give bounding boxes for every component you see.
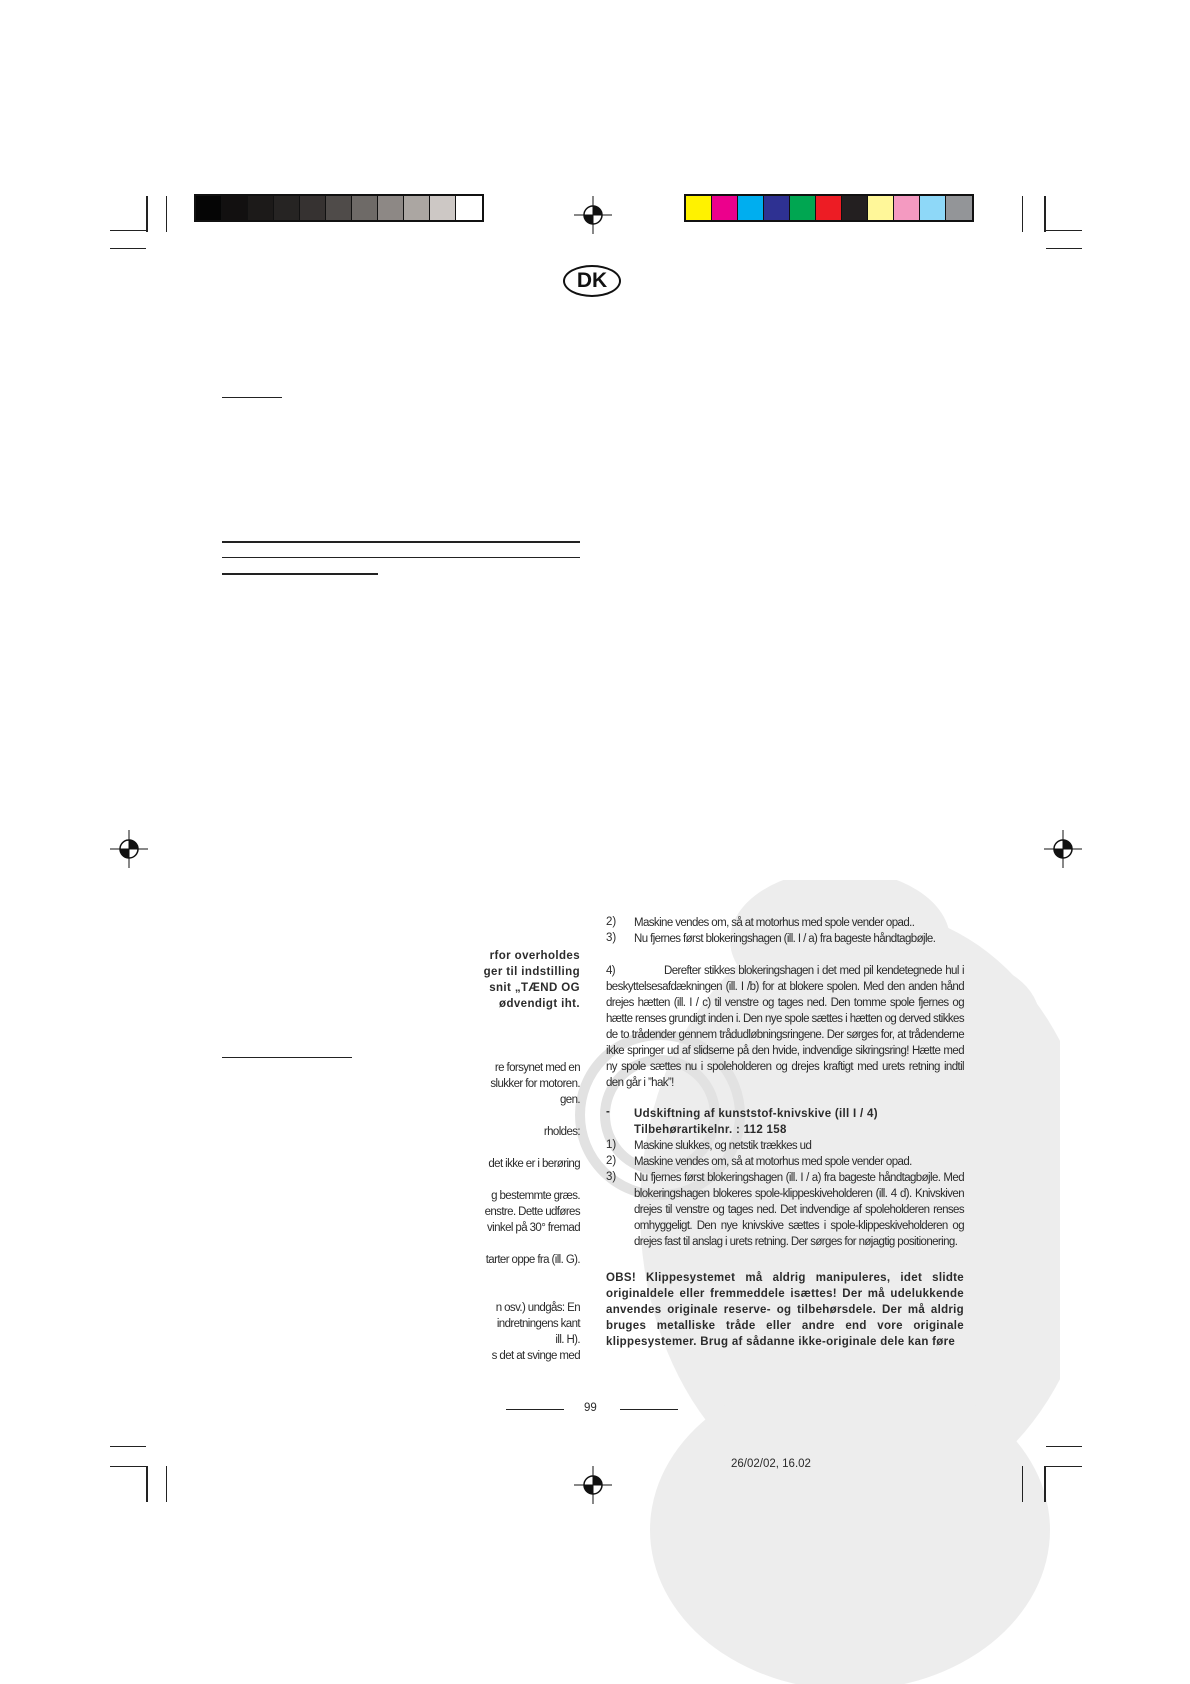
left-text-fragment: ill. H). [555,1334,580,1346]
color-swatch [894,196,920,220]
page-number: 99 [584,1402,597,1414]
crop-mark [1046,1446,1082,1447]
color-swatch [738,196,764,220]
step-number: 3) [606,932,617,944]
crop-mark [1046,230,1082,231]
crop-mark [1046,1466,1082,1467]
process-color-bar [684,194,974,222]
crop-mark [1022,1466,1023,1502]
crop-mark [110,248,146,249]
registration-mark-left [110,830,148,868]
divider-rule [222,1057,352,1058]
color-swatch [764,196,790,220]
crop-mark [166,196,167,232]
step-number: 3) [606,1171,617,1183]
crop-mark [146,196,148,232]
divider-rule [222,541,580,543]
left-text-fragment: enstre. Dette udføres [484,1206,580,1218]
section-dash: - [606,1106,611,1118]
color-swatch [326,196,352,220]
color-swatch [456,196,482,220]
crop-mark [1046,248,1082,249]
left-text-fragment: g bestemmte græs. [491,1190,580,1202]
left-text-fragment: ødvendigt iht. [499,998,580,1010]
warning-paragraph: OBS! Klippesystemet må aldrig manipuleres, idet slidte originaldele eller fremmeddele isættes! Der må udelukkende anvendes originale reserve- og tilbehørsdele. Der må aldrig bruges metalliske tråde eller andre end vore originale klippesystemer. Brug af sådanne ikke-originale dele kan føre [606,1272,964,1348]
color-swatch [816,196,842,220]
step-number: 4) [606,965,616,977]
left-text-fragment: tarter oppe fra (ill. G). [485,1254,580,1266]
color-swatch [842,196,868,220]
step-number: 1) [606,1139,617,1151]
left-text-fragment: gen. [560,1094,580,1106]
section-title: Udskiftning af kunststof-knivskive (ill I / 4) [634,1108,878,1120]
crop-mark [1044,1466,1046,1502]
left-text-fragment: indretningens kant [496,1318,580,1330]
step-number: 2) [606,916,617,928]
color-swatch [686,196,712,220]
color-swatch [222,196,248,220]
crop-mark [110,230,146,231]
step-text: Maskine vendes om, så at motorhus med spole vender opad. [634,1156,912,1168]
divider-rule [222,397,282,398]
grayscale-color-bar [194,194,484,222]
left-text-fragment: vinkel på 30° fremad [487,1222,580,1234]
color-swatch [352,196,378,220]
step-text: Maskine slukkes, og netstik trækkes ud [634,1140,812,1152]
crop-mark [1022,196,1023,232]
color-swatch [868,196,894,220]
crop-mark [146,1466,148,1502]
color-swatch [430,196,456,220]
step-number: 2) [606,1155,617,1167]
color-swatch [790,196,816,220]
step-text: Maskine vendes om, så at motorhus med spole vender opad.. [634,917,915,929]
registration-mark-top [574,196,612,234]
left-text-fragment: ger til indstilling [483,966,580,978]
color-swatch [920,196,946,220]
footer-rule-right [620,1409,678,1410]
step-text: Derefter stikkes blokeringshagen i det med pil kendetegnede hul i beskyttelsesafdækningen (ill. I /b) for at blokere spolen. Med den anden hånd drejes hætten (ill. I / c) til venstre og tages ned. Den tomme spole fjernes og hætte renses grundigt inden i. Den nye spole sættes i hætten og derved stikkes de to trådender gennem trådudløbningsringene. Der sørges for, at trådenderne ikke springer ud af slidserne på den hvide, indvendige sikringsring! Hætte med ny spole sættes nu i spoleholderen og drejes kraftigt med urets retning indtil den går i ”hak”! [606,965,964,1089]
divider-rule [222,557,580,558]
left-text-fragment: n osv.) undgås: En [495,1302,580,1314]
step-paragraph [606,963,964,1091]
registration-mark-right [1044,830,1082,868]
color-swatch [196,196,222,220]
crop-mark [110,1466,146,1467]
crop-mark [1044,196,1046,232]
left-text-fragment: det ikke er i berøring [488,1158,580,1170]
color-swatch [300,196,326,220]
left-text-fragment: snit „TÆND OG [489,982,580,994]
color-swatch [378,196,404,220]
section-subtitle: Tilbehørartikelnr. : 112 158 [634,1124,787,1136]
left-text-fragment: rholdes: [543,1126,580,1138]
language-badge: DK [563,265,621,297]
left-text-fragment: rfor overholdes [489,950,580,962]
color-swatch [404,196,430,220]
color-swatch [248,196,274,220]
step-text: Nu fjernes først blokeringshagen (ill. I / a) fra bageste håndtagbøjle. Med blokeringshagen blokeres spole-klippeskiveholderen (ill. 4 d). Knivskiven drejes til venstre og tages ned. Det indvendige af spoleholderen renses omhyggeligt. Den nye knivskive sættes i spole-klippeskiveholderen og drejes fast til anslag i urets retning. Der sørges for nøjagtig positionering. [634,1172,964,1248]
left-text-fragment: s det at svinge med [491,1350,580,1362]
crop-mark [166,1466,167,1502]
color-swatch [712,196,738,220]
step-text: Nu fjernes først blokeringshagen (ill. I / a) fra bageste håndtagbøjle. [634,933,936,945]
color-swatch [274,196,300,220]
color-swatch [946,196,972,220]
crop-mark [110,1446,146,1447]
registration-mark-bottom [574,1466,612,1504]
divider-rule [222,573,378,575]
print-timestamp: 26/02/02, 16.02 [731,1458,811,1470]
footer-rule-left [506,1409,564,1410]
left-text-fragment: re forsynet med en [494,1062,580,1074]
left-text-fragment: slukker for motoren. [490,1078,580,1090]
